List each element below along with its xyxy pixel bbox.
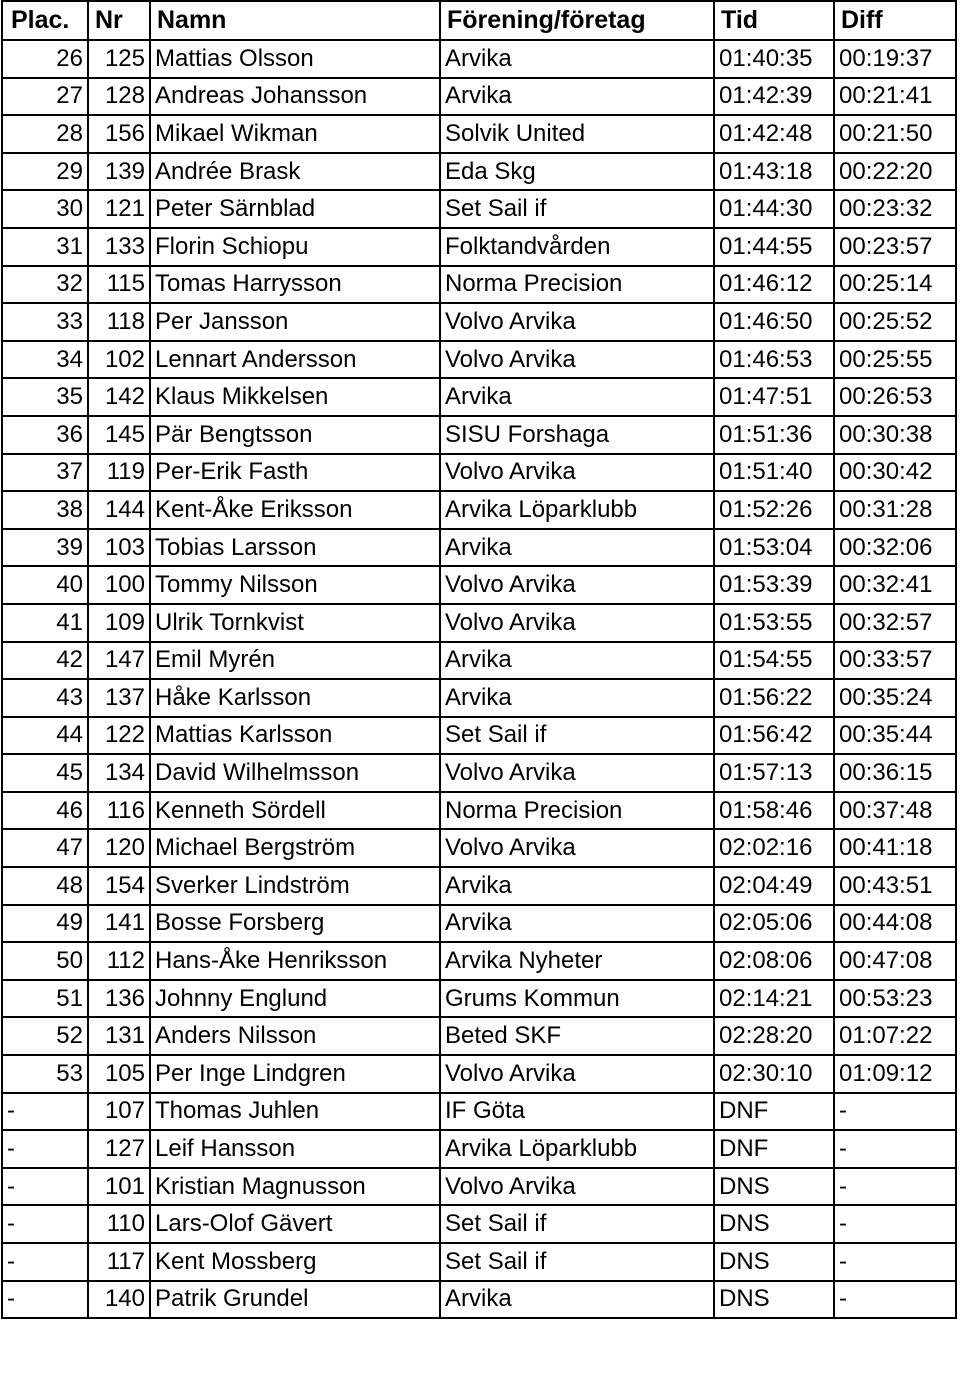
table-row [2,1168,956,1206]
cell-namn: Per-Erik Fasth [150,454,440,492]
results-table [1,0,957,1319]
cell-forening: Volvo Arvika [440,303,714,341]
cell-namn: Mattias Olsson [150,40,440,78]
cell-nr: 136 [88,980,150,1018]
cell-tid: DNF [714,1093,834,1131]
table-row [2,792,956,830]
table-row [2,679,956,717]
table-row [2,491,956,529]
cell-forening: Arvika Löparklubb [440,1130,714,1168]
cell-namn: Lars-Olof Gävert [150,1205,440,1243]
cell-namn: Tobias Larsson [150,529,440,567]
table-row [2,942,956,980]
cell-namn: Florin Schiopu [150,228,440,266]
table-row [2,266,956,304]
cell-nr: 115 [88,266,150,304]
header-nr: Nr [88,1,150,40]
cell-plac: 53 [2,1055,88,1093]
cell-plac: - [2,1130,88,1168]
cell-tid: 01:56:42 [714,717,834,755]
cell-nr: 142 [88,378,150,416]
header-plac: Plac. [2,1,88,40]
cell-forening: Arvika [440,905,714,943]
table-row [2,754,956,792]
cell-nr: 121 [88,190,150,228]
cell-namn: Kristian Magnusson [150,1168,440,1206]
cell-nr: 101 [88,1168,150,1206]
cell-tid: 01:51:36 [714,416,834,454]
cell-forening: Arvika [440,867,714,905]
cell-forening: Volvo Arvika [440,1168,714,1206]
cell-diff: 00:30:42 [834,454,956,492]
cell-namn: Bosse Forsberg [150,905,440,943]
cell-tid: 02:08:06 [714,942,834,980]
cell-nr: 141 [88,905,150,943]
cell-nr: 109 [88,604,150,642]
table-row [2,905,956,943]
cell-namn: Emil Myrén [150,642,440,680]
cell-namn: Klaus Mikkelsen [150,378,440,416]
cell-namn: Hans-Åke Henriksson [150,942,440,980]
cell-nr: 117 [88,1243,150,1281]
cell-nr: 156 [88,115,150,153]
cell-tid: 01:53:39 [714,566,834,604]
cell-forening: Folktandvården [440,228,714,266]
cell-plac: 44 [2,717,88,755]
cell-tid: 01:52:26 [714,491,834,529]
cell-plac: 33 [2,303,88,341]
cell-diff: 00:19:37 [834,40,956,78]
cell-namn: Håke Karlsson [150,679,440,717]
cell-nr: 116 [88,792,150,830]
cell-plac: - [2,1093,88,1131]
cell-tid: 01:40:35 [714,40,834,78]
table-row [2,1093,956,1131]
cell-plac: - [2,1243,88,1281]
cell-nr: 102 [88,341,150,379]
table-row [2,454,956,492]
cell-diff: - [834,1281,956,1319]
cell-tid: 01:42:39 [714,78,834,116]
cell-forening: Volvo Arvika [440,754,714,792]
cell-namn: Kent-Åke Eriksson [150,491,440,529]
cell-forening: Arvika [440,642,714,680]
table-row [2,829,956,867]
cell-plac: - [2,1168,88,1206]
cell-diff: 00:44:08 [834,905,956,943]
cell-diff: 01:09:12 [834,1055,956,1093]
cell-forening: Volvo Arvika [440,604,714,642]
cell-forening: Set Sail if [440,1243,714,1281]
cell-plac: - [2,1281,88,1319]
cell-diff: 00:32:06 [834,529,956,567]
cell-nr: 120 [88,829,150,867]
table-row [2,190,956,228]
cell-nr: 110 [88,1205,150,1243]
cell-tid: 01:57:13 [714,754,834,792]
table-row [2,566,956,604]
cell-diff: 00:21:50 [834,115,956,153]
cell-diff: 00:47:08 [834,942,956,980]
cell-namn: Mattias Karlsson [150,717,440,755]
cell-nr: 127 [88,1130,150,1168]
cell-diff: - [834,1130,956,1168]
cell-forening: Arvika [440,529,714,567]
cell-plac: 46 [2,792,88,830]
cell-forening: Arvika [440,40,714,78]
cell-plac: 49 [2,905,88,943]
cell-tid: 01:44:55 [714,228,834,266]
header-tid: Tid [714,1,834,40]
cell-plac: 48 [2,867,88,905]
cell-namn: Peter Särnblad [150,190,440,228]
cell-diff: 00:25:14 [834,266,956,304]
cell-diff: - [834,1093,956,1131]
cell-forening: Arvika [440,78,714,116]
cell-diff: 00:35:44 [834,717,956,755]
cell-namn: Anders Nilsson [150,1017,440,1055]
cell-nr: 133 [88,228,150,266]
cell-namn: Thomas Juhlen [150,1093,440,1131]
cell-forening: Set Sail if [440,1205,714,1243]
cell-tid: 01:44:30 [714,190,834,228]
cell-forening: SISU Forshaga [440,416,714,454]
cell-diff: 00:23:32 [834,190,956,228]
cell-tid: 01:46:53 [714,341,834,379]
cell-forening: Volvo Arvika [440,566,714,604]
cell-nr: 103 [88,529,150,567]
cell-tid: DNS [714,1168,834,1206]
cell-plac: 37 [2,454,88,492]
table-row [2,867,956,905]
table-row [2,153,956,191]
cell-nr: 139 [88,153,150,191]
cell-nr: 145 [88,416,150,454]
cell-diff: 00:41:18 [834,829,956,867]
cell-diff: 00:23:57 [834,228,956,266]
cell-diff: 00:21:41 [834,78,956,116]
cell-diff: 00:32:57 [834,604,956,642]
cell-namn: Kenneth Sördell [150,792,440,830]
cell-nr: 154 [88,867,150,905]
table-row [2,642,956,680]
cell-namn: Kent Mossberg [150,1243,440,1281]
cell-tid: 01:54:55 [714,642,834,680]
table-row [2,303,956,341]
cell-namn: Sverker Lindström [150,867,440,905]
cell-forening: Set Sail if [440,717,714,755]
cell-namn: Lennart Andersson [150,341,440,379]
cell-forening: Grums Kommun [440,980,714,1018]
cell-plac: 28 [2,115,88,153]
cell-diff: 00:43:51 [834,867,956,905]
cell-tid: 02:02:16 [714,829,834,867]
cell-tid: 02:28:20 [714,1017,834,1055]
cell-diff: 01:07:22 [834,1017,956,1055]
cell-nr: 131 [88,1017,150,1055]
cell-nr: 118 [88,303,150,341]
cell-tid: 01:42:48 [714,115,834,153]
cell-diff: 00:36:15 [834,754,956,792]
cell-plac: 35 [2,378,88,416]
cell-nr: 147 [88,642,150,680]
table-row [2,1205,956,1243]
cell-nr: 134 [88,754,150,792]
cell-namn: Andreas Johansson [150,78,440,116]
cell-diff: 00:26:53 [834,378,956,416]
table-row [2,980,956,1018]
cell-tid: DNF [714,1130,834,1168]
cell-tid: 01:56:22 [714,679,834,717]
cell-diff: 00:22:20 [834,153,956,191]
cell-forening: Solvik United [440,115,714,153]
cell-namn: Patrik Grundel [150,1281,440,1319]
cell-tid: 02:30:10 [714,1055,834,1093]
cell-plac: - [2,1205,88,1243]
cell-plac: 52 [2,1017,88,1055]
cell-nr: 107 [88,1093,150,1131]
table-row [2,78,956,116]
cell-namn: Johnny Englund [150,980,440,1018]
table-row [2,717,956,755]
cell-tid: 02:14:21 [714,980,834,1018]
cell-forening: IF Göta [440,1093,714,1131]
cell-forening: Volvo Arvika [440,454,714,492]
table-row [2,1017,956,1055]
cell-nr: 105 [88,1055,150,1093]
cell-plac: 47 [2,829,88,867]
cell-diff: 00:31:28 [834,491,956,529]
cell-plac: 36 [2,416,88,454]
cell-diff: 00:25:55 [834,341,956,379]
cell-plac: 31 [2,228,88,266]
cell-forening: Eda Skg [440,153,714,191]
cell-diff: 00:37:48 [834,792,956,830]
header-row [2,1,956,40]
table-header [2,1,956,40]
header-namn: Namn [150,1,440,40]
cell-plac: 30 [2,190,88,228]
cell-forening: Volvo Arvika [440,341,714,379]
cell-tid: 02:05:06 [714,905,834,943]
cell-nr: 119 [88,454,150,492]
header-diff: Diff [834,1,956,40]
cell-namn: Michael Bergström [150,829,440,867]
cell-forening: Arvika Löparklubb [440,491,714,529]
cell-namn: Tomas Harrysson [150,266,440,304]
cell-nr: 140 [88,1281,150,1319]
table-row [2,1243,956,1281]
cell-tid: DNS [714,1205,834,1243]
cell-plac: 39 [2,529,88,567]
cell-tid: 01:46:12 [714,266,834,304]
cell-forening: Set Sail if [440,190,714,228]
cell-plac: 26 [2,40,88,78]
cell-plac: 41 [2,604,88,642]
cell-diff: - [834,1205,956,1243]
cell-namn: Andrée Brask [150,153,440,191]
cell-plac: 38 [2,491,88,529]
table-row [2,378,956,416]
cell-nr: 128 [88,78,150,116]
cell-tid: DNS [714,1281,834,1319]
cell-namn: Ulrik Tornkvist [150,604,440,642]
cell-forening: Norma Precision [440,792,714,830]
cell-forening: Norma Precision [440,266,714,304]
cell-diff: - [834,1243,956,1281]
table-row [2,1055,956,1093]
table-row [2,529,956,567]
cell-forening: Arvika Nyheter [440,942,714,980]
cell-plac: 42 [2,642,88,680]
table-row [2,115,956,153]
cell-diff: 00:53:23 [834,980,956,1018]
cell-plac: 40 [2,566,88,604]
table-row [2,416,956,454]
cell-forening: Volvo Arvika [440,1055,714,1093]
cell-nr: 112 [88,942,150,980]
cell-namn: David Wilhelmsson [150,754,440,792]
cell-plac: 45 [2,754,88,792]
table-row [2,1130,956,1168]
cell-tid: 01:53:04 [714,529,834,567]
cell-forening: Volvo Arvika [440,829,714,867]
cell-namn: Per Inge Lindgren [150,1055,440,1093]
cell-tid: 01:43:18 [714,153,834,191]
cell-nr: 100 [88,566,150,604]
cell-tid: DNS [714,1243,834,1281]
cell-diff: 00:35:24 [834,679,956,717]
cell-tid: 01:58:46 [714,792,834,830]
cell-tid: 02:04:49 [714,867,834,905]
cell-plac: 34 [2,341,88,379]
cell-plac: 43 [2,679,88,717]
cell-tid: 01:46:50 [714,303,834,341]
cell-namn: Pär Bengtsson [150,416,440,454]
cell-plac: 29 [2,153,88,191]
cell-diff: 00:25:52 [834,303,956,341]
cell-tid: 01:47:51 [714,378,834,416]
cell-plac: 50 [2,942,88,980]
cell-nr: 137 [88,679,150,717]
cell-plac: 27 [2,78,88,116]
cell-nr: 125 [88,40,150,78]
cell-forening: Arvika [440,679,714,717]
table-body [2,40,956,1318]
cell-namn: Mikael Wikman [150,115,440,153]
cell-diff: 00:32:41 [834,566,956,604]
cell-forening: Beted SKF [440,1017,714,1055]
header-forening: Förening/företag [440,1,714,40]
cell-namn: Leif Hansson [150,1130,440,1168]
cell-diff: 00:33:57 [834,642,956,680]
table-row [2,341,956,379]
cell-namn: Tommy Nilsson [150,566,440,604]
cell-nr: 144 [88,491,150,529]
cell-forening: Arvika [440,1281,714,1319]
table-row [2,604,956,642]
cell-namn: Per Jansson [150,303,440,341]
cell-diff: - [834,1168,956,1206]
table-row [2,40,956,78]
cell-tid: 01:51:40 [714,454,834,492]
cell-nr: 122 [88,717,150,755]
cell-plac: 51 [2,980,88,1018]
cell-plac: 32 [2,266,88,304]
cell-diff: 00:30:38 [834,416,956,454]
table-row [2,1281,956,1319]
table-row [2,228,956,266]
cell-forening: Arvika [440,378,714,416]
cell-tid: 01:53:55 [714,604,834,642]
